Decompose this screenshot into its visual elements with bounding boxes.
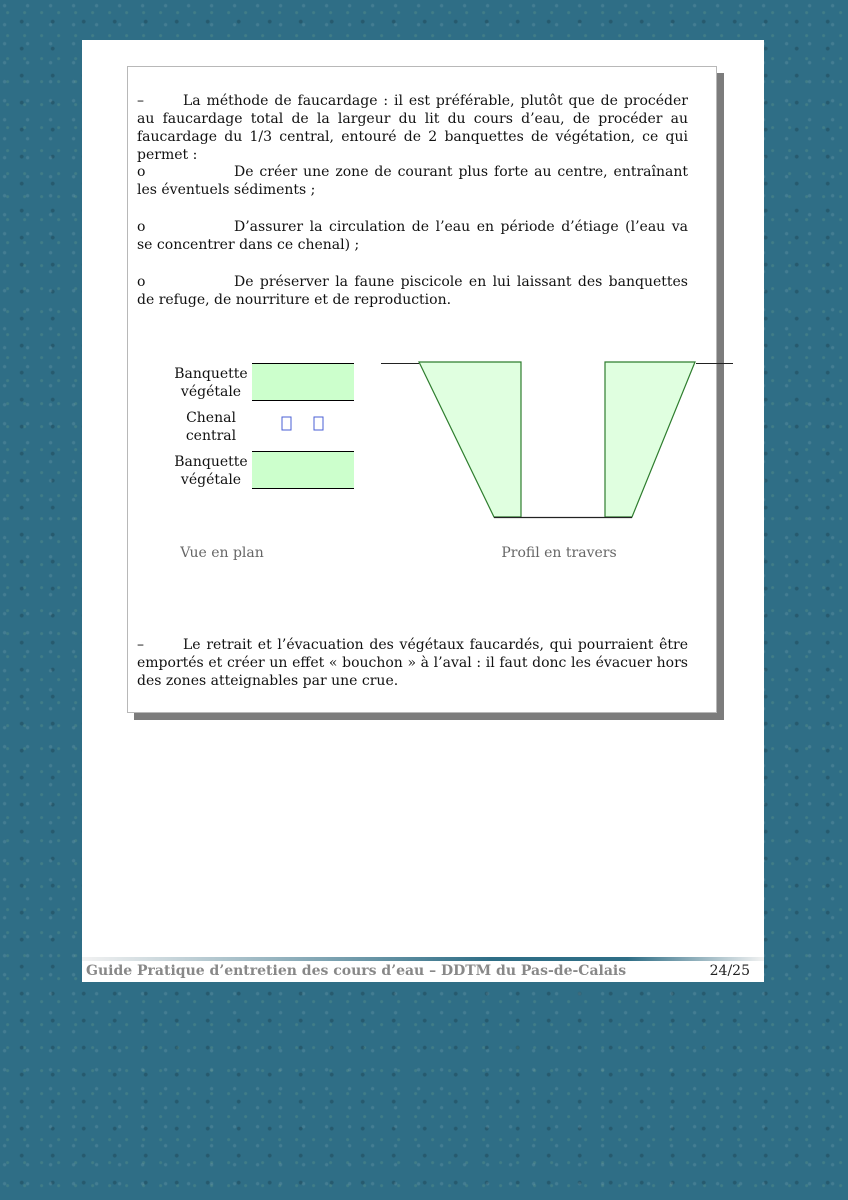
footer-divider (82, 957, 764, 961)
label-banquette-top-1: Banquette (174, 366, 248, 382)
bullet-text-3: De préserver la faune piscicole en lui laissant des banquettes de refuge, de nourriture et de reproduction. (137, 274, 688, 308)
bullet-text-1: De créer une zone de courant plus forte au centre, entraînant les éventuels sédiments ; (137, 164, 688, 198)
page-number: 24/25 (709, 963, 750, 979)
bank-vegetation-right (605, 362, 695, 517)
bank-vegetation-left (419, 362, 521, 517)
dash-marker: – (137, 93, 144, 109)
flow-arrow-icon (314, 417, 323, 430)
methode-paragraph (137, 92, 688, 164)
faucardage-diagram (128, 337, 716, 597)
bullet-marker: o (137, 164, 146, 180)
plan-view (174, 364, 354, 562)
retrait-paragraph (137, 636, 688, 690)
label-chenal-2: central (185, 428, 237, 444)
bullet-marker: o (137, 274, 146, 290)
footer-title: Guide Pratique d’entretien des cours d’eau – DDTM du Pas-de-Calais (86, 963, 627, 979)
bullet-marker: o (137, 219, 146, 235)
label-banquette-top-2: végétale (180, 384, 242, 400)
caption-vue-en-plan: Vue en plan (180, 545, 264, 561)
plan-vegetation-bottom (252, 452, 354, 488)
bullet-item-3 (137, 273, 688, 309)
dash-marker: – (137, 637, 144, 653)
caption-profil-en-travers: Profil en travers (501, 545, 617, 561)
retrait-text: Le retrait et l’évacuation des végétaux faucardés, qui pourraient être emportés et créer un effet « bouchon » à l’aval : il faut donc les évacuer hors des zones atteignables par une crue. (137, 637, 688, 689)
bullet-item-1 (137, 163, 688, 199)
bullet-text-2: D’assurer la circulation de l’eau en période d’étiage (l’eau va se concentrer dans ce chenal) ; (137, 219, 688, 253)
flow-arrow-icon (282, 417, 291, 430)
page-footer (82, 957, 764, 982)
content-frame (127, 66, 717, 713)
bullet-item-2 (137, 218, 688, 254)
plan-vegetation-top (252, 364, 354, 400)
label-chenal-1: Chenal (186, 410, 236, 426)
label-banquette-bottom-1: Banquette (174, 454, 248, 470)
document-page (82, 40, 764, 982)
cross-section (381, 362, 733, 561)
label-banquette-bottom-2: végétale (180, 472, 242, 488)
methode-text: La méthode de faucardage : il est préférable, plutôt que de procéder au faucardage total de la largeur du lit du cours d’eau, de procéder au faucardage du 1/3 central, entouré de 2 banquettes de végétation, ce qui permet : (137, 93, 688, 163)
